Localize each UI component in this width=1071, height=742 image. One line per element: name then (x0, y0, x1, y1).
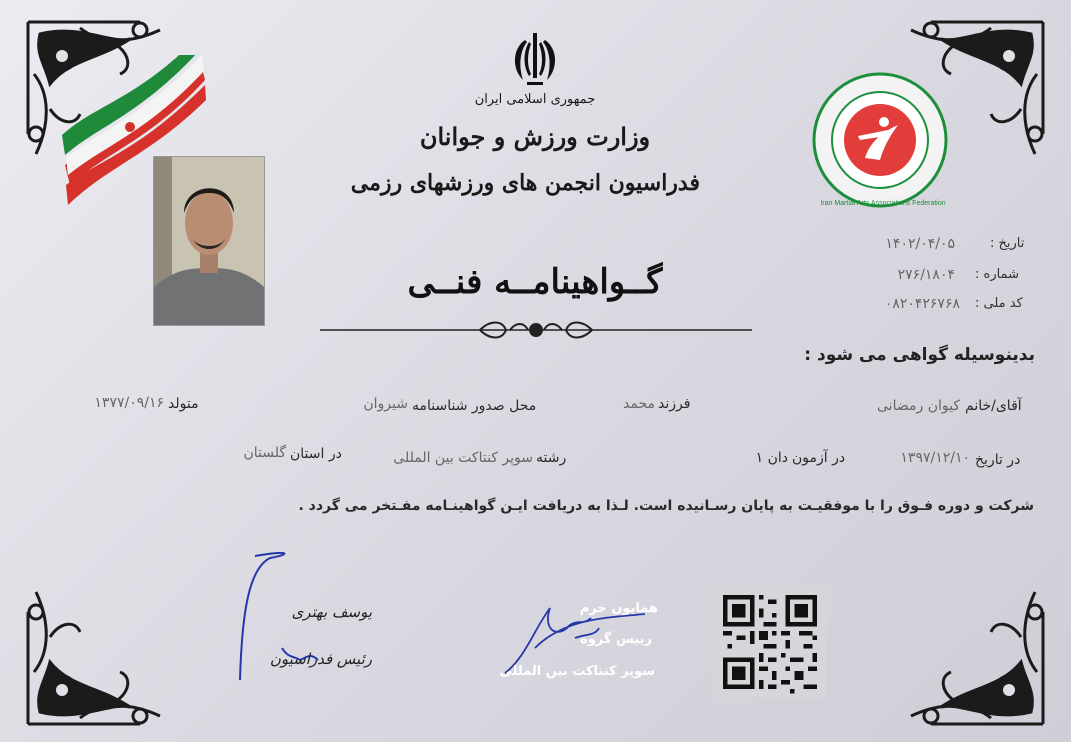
closing-statement: شرکت و دوره فـوق را با موفقیـت به پایان رسـانیده است. لـذا به دریافت ایـن گواهینـامه مفـتخر می گردد . (298, 498, 1034, 514)
born-label: متولد (168, 396, 199, 412)
issue-place: شیروان (363, 396, 408, 412)
portrait-photo (153, 156, 265, 326)
middle-signer-title: رییس گروه (580, 632, 652, 647)
mr-label: آقای/خانم (965, 398, 1022, 414)
left-signer-name: یوسف بهتری (291, 603, 372, 621)
middle-signer-org: سوپر کنتاکت بین المللی (499, 664, 655, 679)
left-signer-title: رئیس فدراسیون (269, 650, 372, 668)
province: گلستان (243, 445, 286, 461)
federation-name: فدراسیون انجمن های ورزشهای رزمی (350, 170, 700, 196)
issue-place-label: محل صدور شناسنامه (412, 398, 537, 414)
province-label: در استان (290, 446, 342, 462)
date-value: ۱۴۰۲/۰۴/۰۵ (885, 236, 955, 252)
exam-date: ۱۳۹۷/۱۲/۱۰ (900, 450, 970, 466)
ornament-bottom-right-icon (861, 542, 1051, 732)
iran-emblem-icon (505, 28, 565, 88)
date-label: تاریخ : (990, 236, 1025, 251)
sport-field: سوپر کنتاکت بین المللی (393, 450, 533, 466)
intro-text: بدینوسیله گواهی می شود : (804, 345, 1035, 365)
on-date-label: در تاریخ (975, 452, 1021, 468)
number-label: شماره : (975, 267, 1019, 282)
child-label: فرزند (658, 396, 691, 412)
national-id-label: کد ملی : (975, 296, 1023, 311)
number-value: ۲۷۶/۱۸۰۴ (897, 267, 955, 283)
ministry-name: وزارت ورزش و جوانان (419, 122, 651, 151)
holder-name: کیوان رمضانی (877, 398, 960, 414)
ornament-bottom-left-icon (20, 542, 210, 732)
federation-logo-icon (810, 70, 950, 210)
birth-date: ۱۳۷۷/۰۹/۱۶ (94, 395, 164, 411)
father-name: محمد (623, 396, 655, 412)
logo-ring-text: Iran Martial Arts Associations Federation (820, 200, 946, 207)
national-id-value: ۰۸۲۰۴۲۶۷۶۸ (884, 296, 960, 312)
field-label: رشته (536, 450, 567, 466)
certificate-title: گــواهینامــه فنــی (407, 262, 663, 302)
divider-ornament-icon (320, 318, 752, 342)
dan-level: دان ۱ (755, 450, 788, 466)
country-name: جمهوری اسلامی ایران (474, 92, 596, 107)
qr-code[interactable] (714, 586, 826, 698)
middle-signer-name: همایون خرم (579, 601, 658, 616)
exam-label: در آزمون (792, 450, 846, 466)
